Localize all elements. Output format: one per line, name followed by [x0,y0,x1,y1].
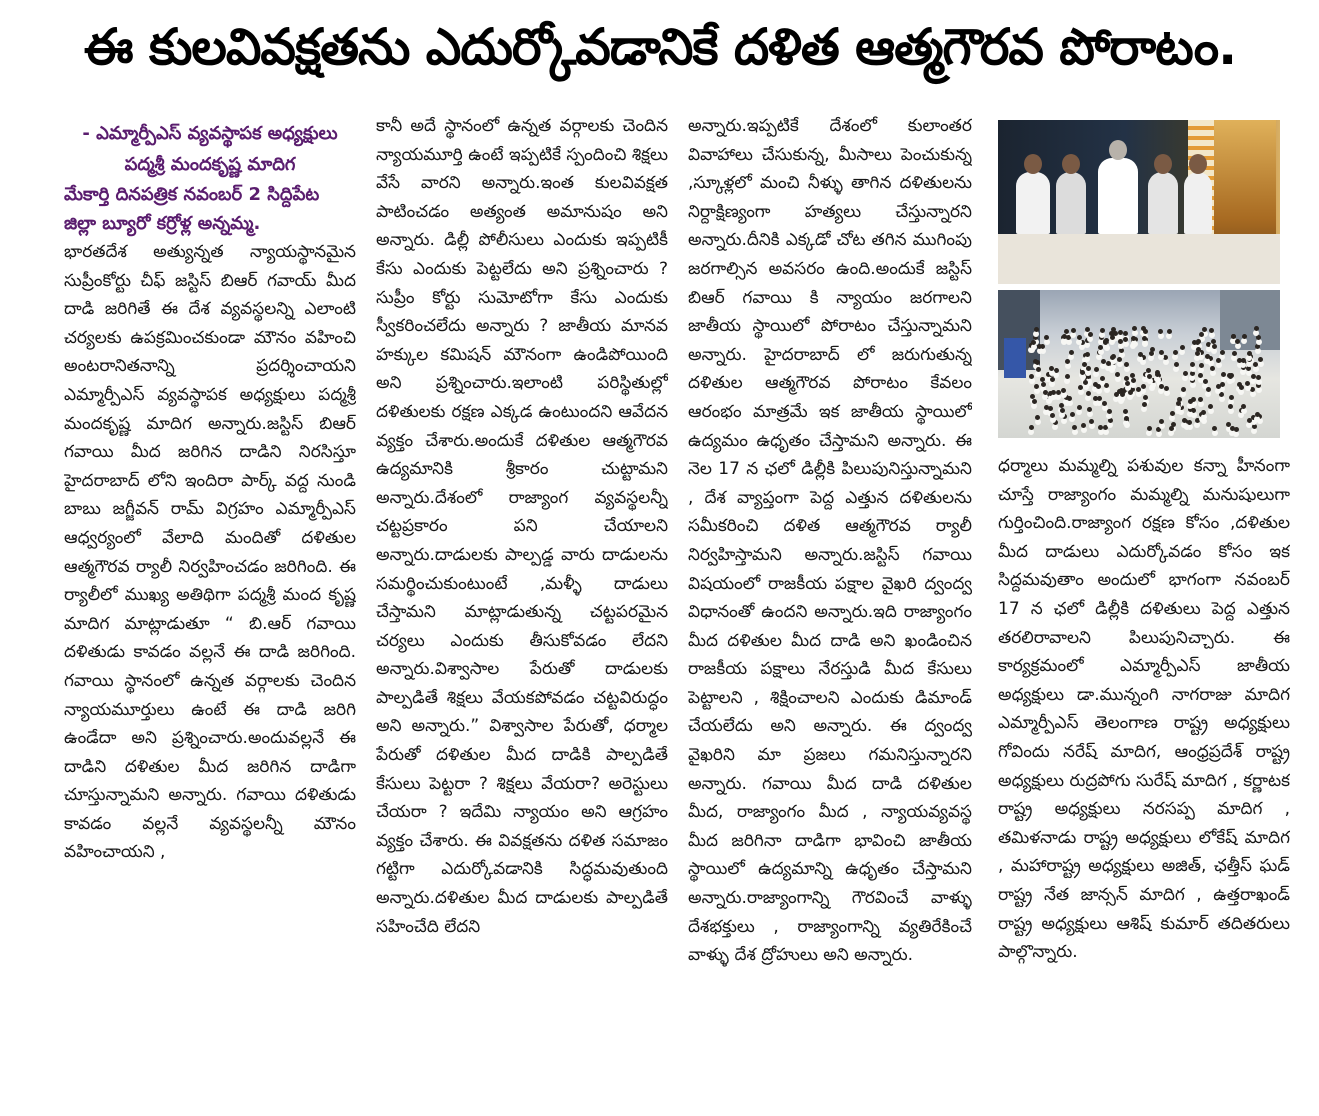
person [1016,172,1050,234]
crowd-figure [1096,388,1102,394]
article-column-1 [64,118,356,1108]
article-column-4 [998,452,1290,1092]
crowd-head [1120,392,1125,397]
crowd-head [1070,412,1075,417]
person [1148,172,1178,234]
crowd-head [1128,390,1133,395]
crowd-figure [1079,344,1085,350]
person-head [1024,154,1042,174]
crowd-figure [1198,367,1204,373]
crowd-figure [1078,389,1084,395]
crowd-head [1170,411,1175,416]
crowd-figure [1107,422,1113,428]
crowd-head [1247,351,1252,356]
crowd-figure [1093,371,1099,377]
crowd-head [1115,372,1120,377]
column-1-body: భారతదేశ అత్యున్నత న్యాయస్థానమైన సుప్రీంకోర్టు చీఫ్ జస్టిస్ బిఆర్ గవాయ్ మీద దాడి జరిగితే ఈ దేశ వ్యవస్థలన్ని ఎలాంటి చర్యలకు ఉపక్రమించకుండా మౌనం వహించి అంటరానితనాన్ని ప్రదర్శించాయని ఎమ్మార్పీఎస్ వ్యవస్థాపక అధ్యక్షులు పద్మశ్రీ మందకృష్ణ మాదిగ అన్నారు.జస్టిస్ బిఆర్ గవాయి మీద జరిగిన దాడిని నిరసిస్తూ హైదరాబాద్ లోని ఇందిరా పార్క్ వద్ద నుండి బాబు జగ్జీవన్ రామ్ విగ్రహం ఎమ్మార్పీఎస్ ఆధ్వర్యంలో వేలాది మందితో దళితుల ఆత్మగౌరవ ర్యాలీ నిర్వహించడం జరిగింది. ఈ ర్యాలీలో ముఖ్య అతిథిగా పద్మశ్రీ మంద కృష్ణ మాదిగ మాట్లాడుతూ “ బి.ఆర్ గవాయి దళితుడు కావడం వల్లనే ఈ దాడి జరిగింది. గవాయి స్థానంలో ఉన్నత వర్గాలకు చెందిన న్యాయమూర్తులు ఉంటే ఈ దాడి జరిగి ఉండేదా అని ప్రశ్నించారు.అందువల్లనే ఈ దాడిని దళితుల మీద జరిగిన దాడిగా చూస్తున్నామని అన్నారు. గవాయి దళితుడు కావడం వల్లనే వ్యవస్థలన్నీ మౌనం వహించాయని , [64,242,356,863]
crowd-head [1110,355,1115,360]
crowd-head [1199,363,1204,368]
crowd-figure [1031,403,1037,409]
stage-floor [998,234,1280,284]
byline: - ఎమ్మార్పీఎస్ వ్యవస్థాపక అధ్యక్షులు పద్మశ్రీ మందకృష్ణ మాదిగ [82,123,338,175]
crowd-figure [1179,349,1185,355]
crowd-head [1192,340,1197,345]
crowd-head [1181,387,1186,392]
person-head [1062,154,1080,174]
crowd-head [1239,385,1244,390]
crowd-head [1106,361,1111,366]
crowd-head [1114,392,1119,397]
crowd-figure [1117,361,1123,367]
crowd-head [1138,352,1143,357]
crowd-head [1254,326,1259,331]
crowd-head [1029,425,1034,430]
crowd-head [1124,376,1129,381]
crowd-head [1044,335,1049,340]
crowd-head [1167,329,1172,334]
crowd-head [1228,404,1233,409]
crowd-figure [1216,362,1222,368]
crowd-figure [1241,408,1247,414]
headline: ఈ కులవివక్షతను ఎదుర్కోవడానికే దళిత ఆత్మగౌరవ పోరాటం. [83,18,1237,76]
crowd-head [1182,418,1187,423]
crowd-figure [1156,431,1162,437]
crowd-head [1035,415,1040,420]
crowd-head [1131,378,1136,383]
crowd-head [1220,350,1225,355]
crowd-figure [1198,401,1204,407]
column-4-body: ధర్మాలు మమ్మల్ని పశువుల కన్నా హీనంగా చూస్తే రాజ్యాంగం మమ్మల్ని మనుషులుగా గుర్తించింది.రాజ్యాంగ రక్షణ కోసం ,దళితుల మీద దాడులు ఎదుర్కోవడం కోసం ఇక సిద్దమవుతాం అందులో భాగంగా నవంబర్ 17 న ఛలో డిల్లీకి దళితులు పెద్ద ఎత్తున తరలిరావాలని పిలుపునిచ్చారు. ఈ కార్యక్రమంలో ఎమ్మార్పీఎస్ జాతీయ అధ్యక్షులు డా.మున్నంగి నాగరాజు మాదిగ ఎమ్మార్పీఎస్ తెలంగాణ రాష్ట్ర అధ్యక్షులు గోవిందు నరేష్ మాదిగ, ఆంధ్రప్రదేశ్ రాష్ట్ర అధ్యక్షులు రుద్రపోగు సురేష్ మాదిగ , కర్ణాటక రాష్ట్ర అధ్యక్షులు నరసప్ప మాదిగ , తమిళనాడు రాష్ట్ర అధ్యక్షులు లోకేష్ మాదిగ , మహారాష్ట్ర అధ్యక్షులు అజిత్, ఛత్తీస్ ఘడ్ రాష్ట్ర నేత జాన్సన్ మాదిగ , ఉత్తరాఖండ్ రాష్ట్ర అధ్యక్షులు ఆశిష్ కుమార్ తదితరులు పాల్గొన్నారు. [998,456,1290,963]
crowd-head [1221,372,1226,377]
person-head [1154,154,1172,174]
crowd-figure [1065,363,1071,369]
crowd-head [1142,402,1147,407]
dateline: మేకార్తి దినపత్రిక నవంబర్ 2 సిద్దిపేట జిల్లా బ్యూరో కర్రోళ్ల అన్నమ్మ. [64,184,320,234]
crowd-head [1130,373,1135,378]
crowd-head [1049,366,1054,371]
speaker [1098,158,1138,234]
crowd-head [1124,416,1129,421]
crowd-head [1077,405,1082,410]
crowd-figure [1069,416,1075,422]
crowd-head [1234,427,1239,432]
crowd-head [1041,382,1046,387]
building [1220,290,1280,350]
article-column-2 [376,112,668,1102]
person [1184,172,1212,234]
crowd-head [1195,351,1200,356]
crowd-head [1077,335,1082,340]
crowd-figure [1130,382,1136,388]
crowd-head [1048,406,1053,411]
speaker-head [1109,140,1127,160]
crowd-head [1242,334,1247,339]
crowd-figure [1250,391,1256,397]
crowd-head [1155,372,1160,377]
crowd-head [1228,374,1233,379]
crowd-figure [1240,369,1246,375]
crowd-head [1064,329,1069,334]
crowd-head [1205,354,1210,359]
crowd-head [1206,387,1211,392]
crowd-figure [1109,339,1115,345]
crowd-figure [1141,406,1147,412]
crowd-head [1056,390,1061,395]
crowd-figure [1212,430,1218,436]
crowd-head [1043,390,1048,395]
crowd-figure [1246,422,1252,428]
crowd-head [1085,352,1090,357]
crowd-head [1229,395,1234,400]
crowd-head [1256,375,1261,380]
crowd-head [1235,339,1240,344]
column-3-body: అన్నారు.ఇప్పటికే దేశంలో కులాంతర వివాహాలు చేసుకున్న, మీసాలు పెంచుకున్న ,స్కూళ్లలో మంచి నీళ్ళు తాగిన దళితులను నిర్దాక్షిణ్యంగా హత్యలు చేస్తున్నారని అన్నారు.దీనికి ఎక్కడో చోట తగిన ముగింపు జరగాల్సిన అవసరం ఉంది.అందుకే జస్టిస్ బిఆర్ గవాయి కి న్యాయం జరగాలని జాతీయ స్థాయిలో పోరాటం చేస్తున్నామని అన్నారు. హైదరాబాద్ లో జరుగుతున్న దళితుల ఆత్మగౌరవ పోరాటం కేవలం ఆరంభం మాత్రమే ఇక జాతీయ స్థాయిలో ఉద్యమం ఉధృతం చేస్తామని అన్నారు. ఈ నెల 17 న ఛలో డిల్లీకి పిలుపునిస్తున్నామని , దేశ వ్యాప్తంగా పెద్ద ఎత్తున దళితులను సమీకరించి దళిత ఆత్మగౌరవ ర్యాలీ నిర్వహిస్తామని అన్నారు.జస్టిస్ గవాయి విషయంలో రాజకీయ పక్షాల వైఖరి ద్వంద్వ విధానంతో ఉందని అన్నారు.ఇది రాజ్యాంగం మీద దళితుల మీద దాడి అని ఖండించిన రాజకీయ పక్షాలు నేరస్తుడి మీద కేసులు పెట్టాలని , శిక్షించాలని ఎందుకు డిమాండ్ చేయలేదు అని అన్నారు. ఈ ద్వంద్వ వైఖరిని మా ప్రజలు గమనిస్తున్నారని అన్నారు. గవాయి మీద దాడి దళితుల మీద, రాజ్యాంగం మీద , న్యాయవ్యవస్థ మీద జరిగినా దాడిగా భావించి జాతీయ స్థాయిలో ఉద్యమాన్ని ఉధృతం చేస్తామని అన్నారు.రాజ్యాంగాన్ని గౌరవించే వాళ్ళు దేశభక్తులు , రాజ్యాంగాన్ని వ్యతిరేకించే వాళ్ళు దేశ ద్రోహులు అని అన్నారు. [688,116,972,966]
crowd-figure [1201,414,1207,420]
crowd-head [1147,426,1152,431]
crowd-figure [1148,355,1154,361]
crowd-head [1071,328,1076,333]
crowd-figure [1187,424,1193,430]
crowd-head [1169,426,1174,431]
crowd-head [1103,340,1108,345]
crowd-head [1203,379,1208,384]
crowd-head [1069,350,1074,355]
crowd-head [1050,377,1055,382]
crowd-head [1176,401,1181,406]
crowd-head [1081,423,1086,428]
crowd-head [1118,330,1123,335]
crowd-head [1036,367,1041,372]
crowd-head [1159,350,1164,355]
crowd-head [1180,345,1185,350]
crowd-head [1100,376,1105,381]
crowd-head [1183,371,1188,376]
crowd-head [1107,409,1112,414]
crowd-head [1258,357,1263,362]
crowd-figure [1072,429,1078,435]
crowd-head [1159,384,1164,389]
crowd-head [1149,351,1154,356]
column-2-body: కానీ అదే స్థానంలో ఉన్నత వర్గాలకు చెందిన న్యాయమూర్తి ఉంటే ఇప్పటికే స్పందించి శిక్షలు వేసే వారని అన్నారు.ఇంత కులవివక్షత పాటించడం అత్యంత అమానుషం అని అన్నారు. డిల్లీ పోలీసులు ఎందుకు ఇప్పటికీ కేసు ఎందుకు పెట్టలేదు అని ప్రశ్నించారు ?సుప్రీం కోర్టు సుమోటోగా కేసు ఎందుకు స్వీకరించలేదు అన్నారు ? జాతీయ మానవ హక్కుల కమిషన్ మౌనంగా ఉండిపోయింది అని ప్రశ్నించారు.ఇలాంటి పరిస్థితుల్లో దళితులకు రక్షణ ఎక్కడ ఉంటుందని ఆవేదన వ్యక్తం చేశారు.అందుకే దళితుల ఆత్మగౌరవ ఉద్యమానికి శ్రీకారం చుట్టామని అన్నారు.దేశంలో రాజ్యాంగ వ్యవస్థలన్నీ చట్టప్రకారం పని చేయాలని అన్నారు.దాడులకు పాల్పడ్డ వారు దాడులను సమర్థించుకుంటుంటే ,మళ్ళీ దాడులు చేస్తామని మాట్లాడుతున్న చట్టపరమైన చర్యలు ఎందుకు తీసుకోవడం లేదని అన్నారు.విశ్వాసాల పేరుతో దాడులకు పాల్పడితే శిక్షలు వేయకపోవడం చట్టవిరుద్ధం అని అన్నారు.” విశ్వాసాల పేరుతో, ధర్మాల పేరుతో దళితుల మీద దాడికి పాల్పడితే కేసులు పెట్టరా ? శిక్షలు వేయరా? అరెస్టులు చేయరా ? ఇదేమి న్యాయం అని ఆగ్రహం వ్యక్తం చేశారు. ఈ వివక్షతను దళిత సమాజం గట్టిగా ఎదుర్కోవడానికి సిద్ధమవుతుంది అన్నారు.దళితుల మీద దాడులకు పాల్పడితే సహించేది లేదని [376,116,668,937]
crowd-head [1174,362,1179,367]
rally-crowd-photo [998,290,1280,438]
crowd-figure [1136,391,1142,397]
crowd-head [1065,374,1070,379]
person-head [1189,154,1207,174]
article-column-3 [688,112,972,1102]
crowd-head [1212,344,1217,349]
crowd-head [1251,374,1256,379]
crowd-figure [1087,411,1093,417]
crowd-head [1247,418,1252,423]
crowd-figure [1089,423,1095,429]
crowd-figure [1238,389,1244,395]
crowd-head [1173,350,1178,355]
crowd-head [1034,384,1039,389]
crowd-head [1232,351,1237,356]
banner [1004,338,1026,378]
crowd-head [1131,336,1136,341]
crowd-head [1088,332,1093,337]
crowd-head [1142,336,1147,341]
crowd-figure [1098,349,1104,355]
crowd-figure [1067,400,1073,406]
speaker-stage-photo [998,120,1280,284]
person [1056,172,1086,234]
crowd-head [1141,384,1146,389]
crowd-head [1110,335,1115,340]
crowd-head [1143,329,1148,334]
crowd-head [1101,359,1106,364]
crowd-head [1086,391,1091,396]
crowd-head [1164,386,1169,391]
crowd-head [1100,328,1105,333]
crowd-head [1097,396,1102,401]
crowd-head [1146,368,1151,373]
